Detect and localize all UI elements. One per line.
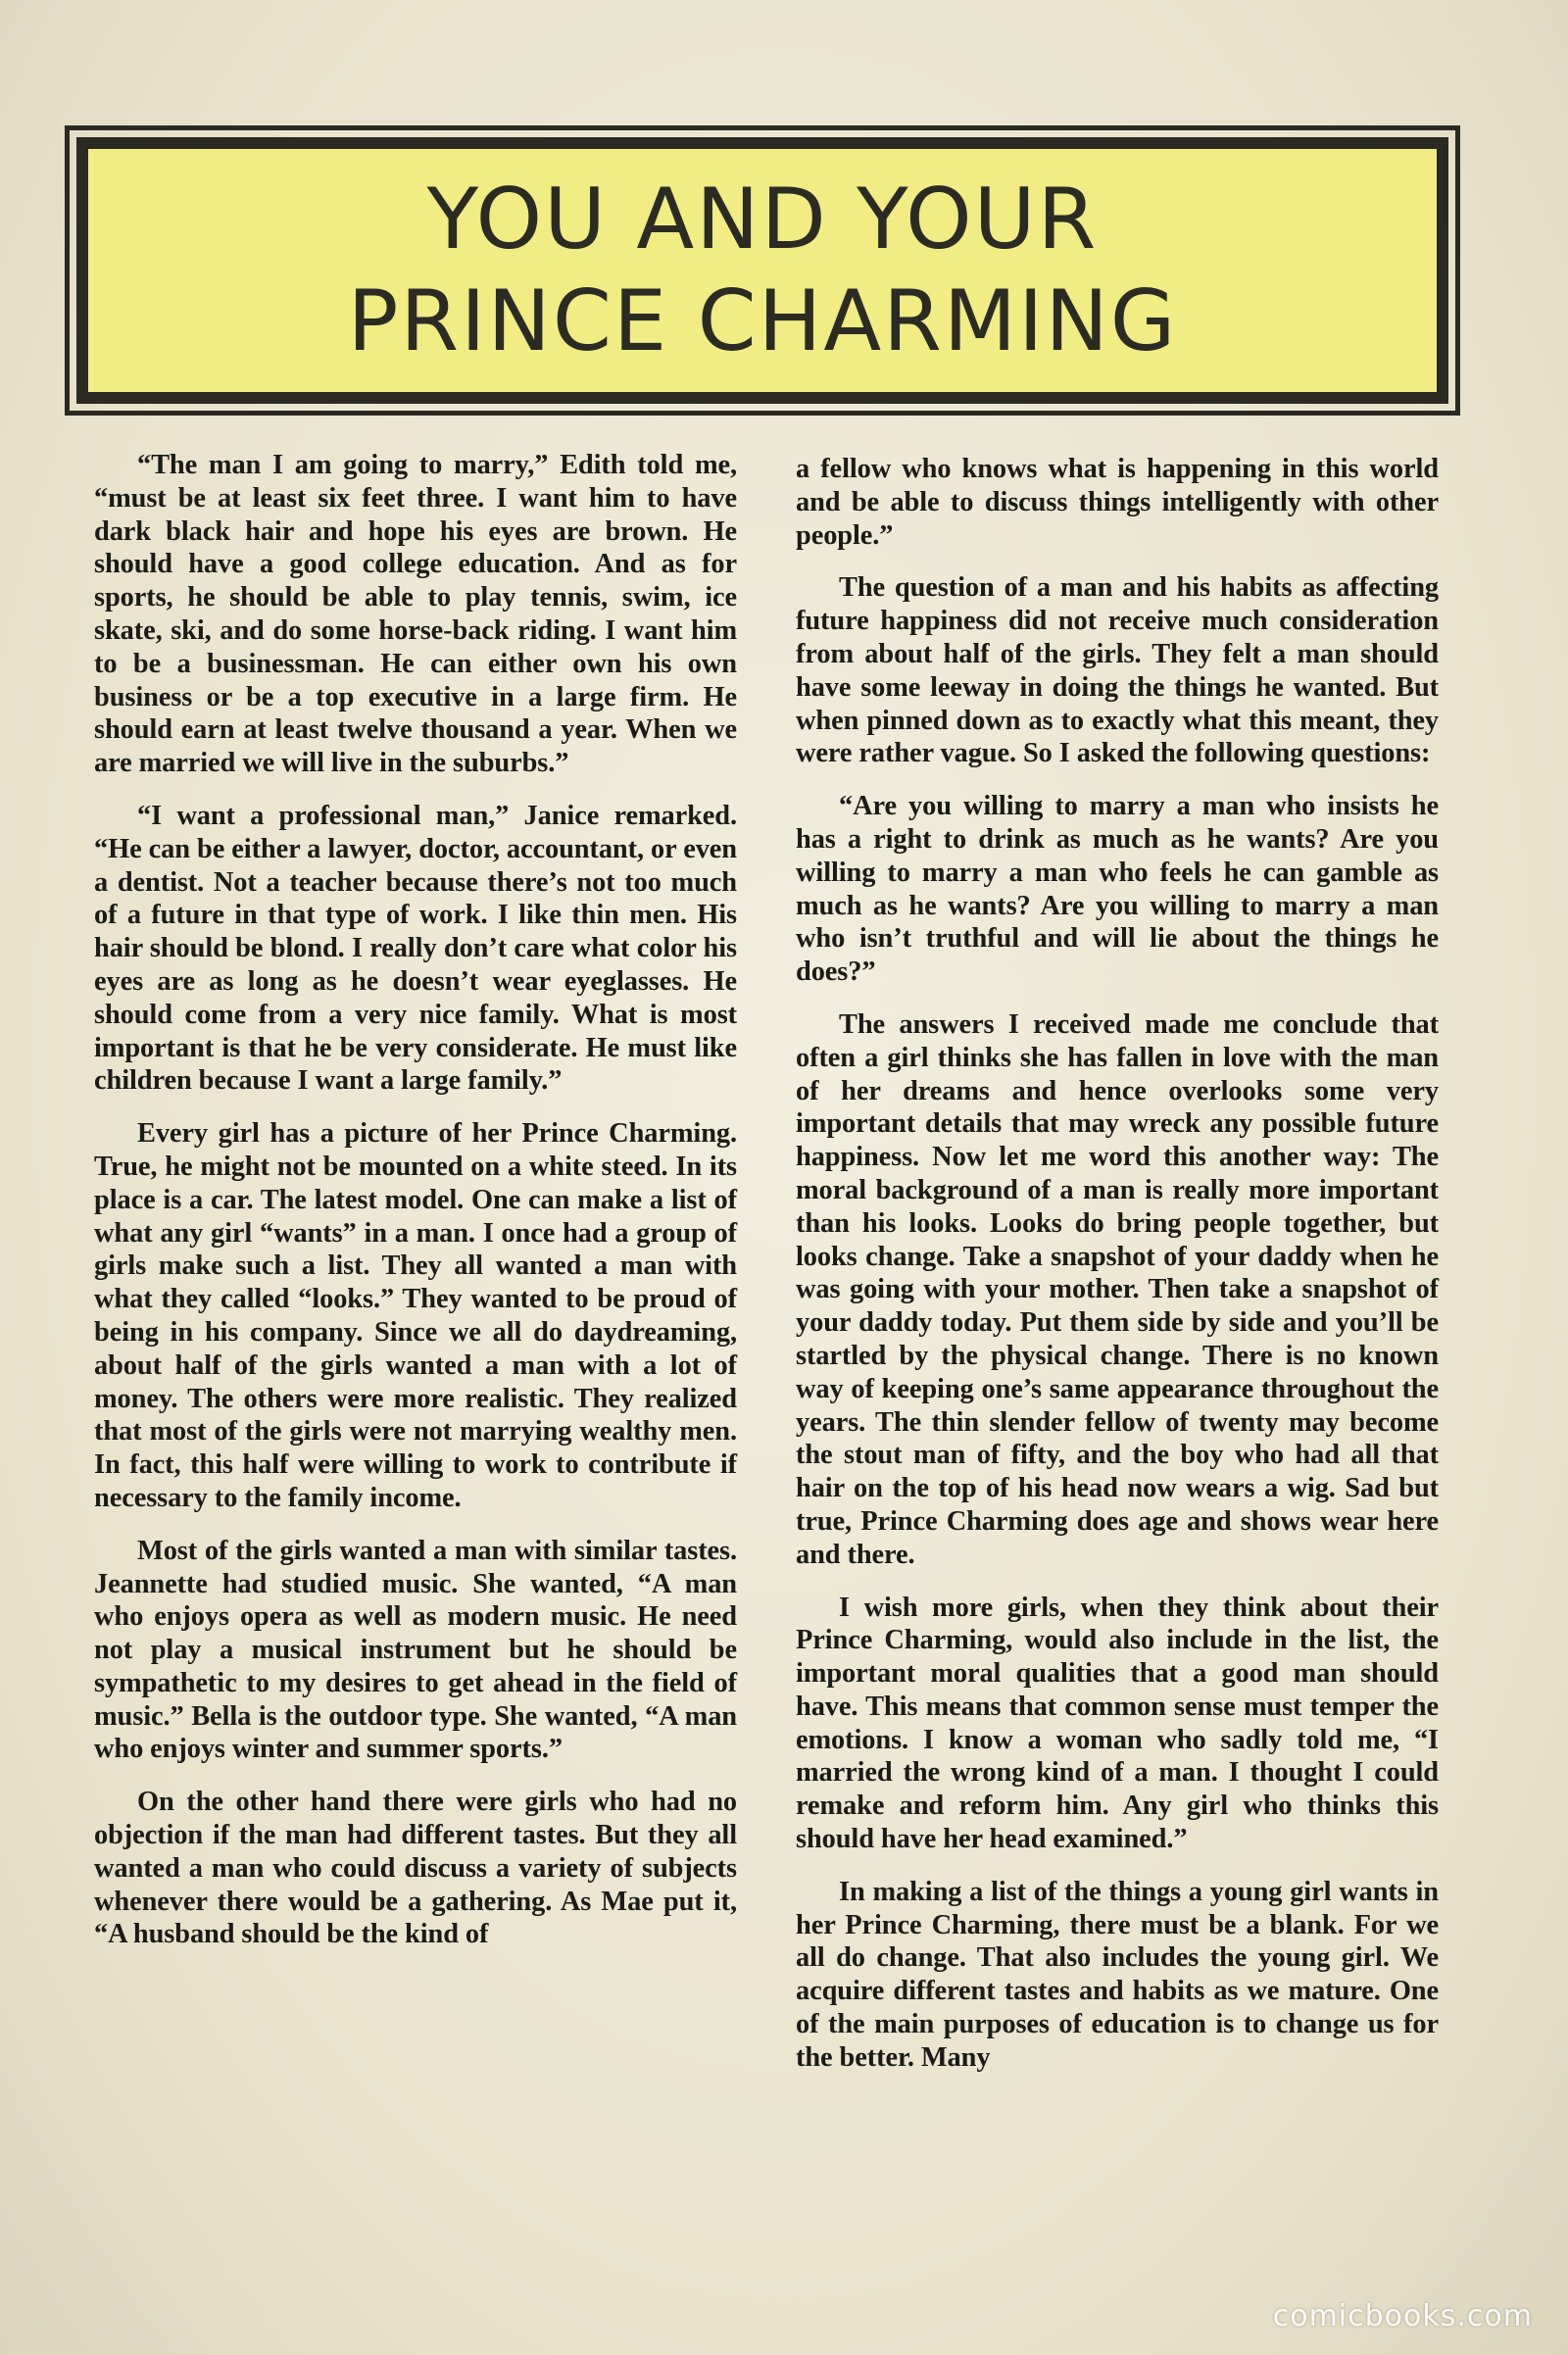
paragraph-continued: a fellow who knows what is happening in this world and be able to discuss things intelligently with other people.” [796, 454, 1439, 551]
paragraph-different-tastes: On the other hand there were girls who had no objection if the man had different tastes. But they all wanted a man who could discuss a variety of subjects whenever there would be a gathering. As Mae put it, “A husband should be the kind of [94, 1787, 737, 1950]
left-column [94, 449, 737, 1971]
site-watermark: comicbooks.com [1272, 2299, 1533, 2333]
paragraph-moral-qualities: I wish more girls, when they think about their Prince Charming, would also include in the list, the important moral qualities that a good man should have. This means that common sense must temper the emotions. I know a woman who sadly told me, “I married the wrong kind of a man. I thought I could remake and reform him. Any girl who thinks this should have her head examined.” [796, 1592, 1439, 1855]
right-column [796, 453, 1439, 2094]
paragraph-every-girl: Every girl has a picture of her Prince Charming. True, he might not be mounted on a white steed. In its place is a car. The latest model. One can make a list of what any girl “wants” in a man. I once had a group of girls make such a list. They all wanted a man with what they called “looks.” They wanted to be proud of being in his company. Since we all do daydreaming, about half of the girls wanted a man with a lot of money. The others were more realistic. They realized that most of the girls were not marrying wealthy men. In fact, this half were willing to work to contribute if necessary to the family income. [94, 1118, 737, 1513]
paragraph-edith: “The man I am going to marry,” Edith told me, “must be at least six feet three. I want him to have dark black hair and hope his eyes are brown. He should have a good college education. And as for sports, he should be able to play tennis, swim, ice skate, ski, and do some horse-back riding. I want him to be a businessman. He can either own his own business or be a top executive in a large firm. He should earn at least twelve thousand a year. When we are married we will live in the suburbs.” [94, 450, 737, 779]
paragraph-making-list: In making a list of the things a young girl wants in her Prince Charming, there must be a blank. For we all do change. That also includes the young girl. We acquire different tastes and habits as we mature. One of the main purposes of education is to change us for the better. Many [796, 1876, 1439, 2073]
title-line-2: PRINCE CHARMING [347, 272, 1178, 370]
paragraph-questions: “Are you willing to marry a man who insists he has a right to drink as much as he wants? Are you willing to marry a man who feels he can gamble as much as he wants? Are you willing to marry a man who isn’t truthful and will lie about the things he does?” [796, 791, 1439, 988]
title-banner [76, 137, 1448, 404]
paragraph-janice: “I want a professional man,” Janice remarked. “He can be either a lawyer, doctor, accountant, or even a dentist. Not a teacher because there’s not too much of a future in that type of work. I like thin men. His hair should be blond. I really don’t care what color his eyes are as long as he doesn’t wear eyeglasses. He should come from a very nice family. What is most important is that he be very considerate. He must like children because I want a large family.” [94, 800, 737, 1097]
paragraph-habits: The question of a man and his habits as affecting future happiness did not receive much consideration from about half of the girls. They felt a man should have some leeway in doing the things he wanted. But when pinned down as to exactly what this meant, they were rather vague. So I asked the following questions: [796, 572, 1439, 769]
title-line-1: YOU AND YOUR [426, 171, 1099, 269]
paragraph-answers: The answers I received made me conclude that often a girl thinks she has fallen in love with the man of her dreams and hence overlooks some very important details that may wreck any possible future happiness. Now let me word this another way: The moral background of a man is really more important than his looks. Looks do bring people together, but looks change. Take a snapshot of your daddy when he was going with your mother. Then take a snapshot of your daddy today. Put them side by side and you’ll be startled by the physical change. There is no known way of keeping one’s same appearance throughout the years. The thin slender fellow of twenty may become the stout man of fifty, and the boy who had all that hair on the top of his head now wears a wig. Sad but true, Prince Charming does age and shows wear here and there. [796, 1008, 1439, 1570]
paragraph-similar-tastes: Most of the girls wanted a man with similar tastes. Jeannette had studied music. She wanted, “A man who enjoys opera as well as modern music. He need not play a musical instrument but he should be sympathetic to my desires to get ahead in the field of music.” Bella is the outdoor type. She wanted, “A man who enjoys winter and summer sports.” [94, 1535, 737, 1765]
